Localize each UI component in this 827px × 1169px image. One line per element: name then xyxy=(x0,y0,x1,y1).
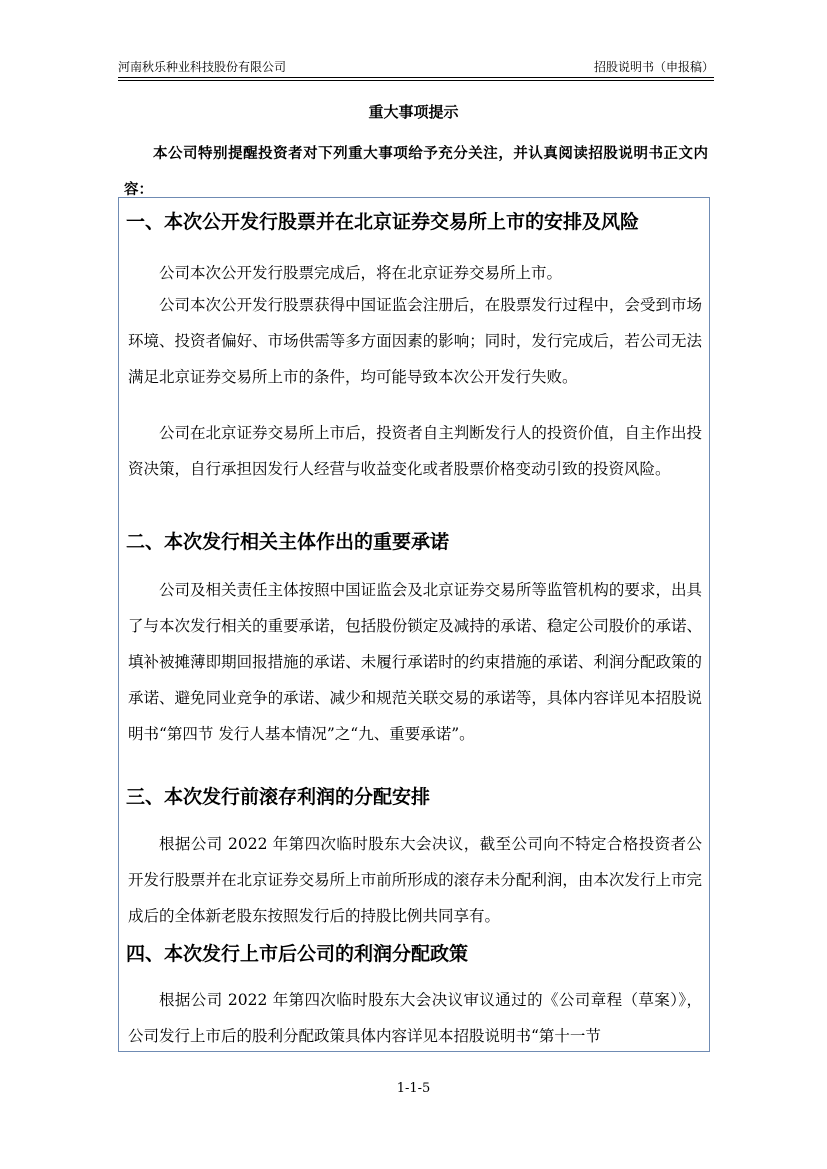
section-1-title: 一、本次公开发行股票并在北京证券交易所上市的安排及风险 xyxy=(126,211,640,233)
page-header xyxy=(118,60,714,78)
section-1-paragraph-2: 公司本次公开发行股票获得中国证监会注册后，在股票发行过程中，会受到市场环境、投资者偏好、市场供需等多方面因素的影响；同时，发行完成后，若公司无法满足北京证券交易所上市的条件，均可能导致本次公开发行失败。 xyxy=(128,296,702,386)
header-double-rule xyxy=(118,80,714,81)
section-1-paragraph-3: 公司在北京证券交易所上市后，投资者自主判断发行人的投资价值，自主作出投资决策，自行承担因发行人经营与收益变化或者股票价格变动引致的投资风险。 xyxy=(128,424,702,478)
section-3-title: 三、本次发行前滚存利润的分配安排 xyxy=(126,786,431,808)
section-3-paragraph-1: 根据公司 2022 年第四次临时股东大会决议，截至公司向不特定合格投资者公开发行股票并在北京证券交易所上市前所形成的滚存未分配利润，由本次发行上市完成后的全体新老股东按照发行后的持股比例共同享有。 xyxy=(128,835,702,925)
header-company-name: 河南秋乐种业科技股份有限公司 xyxy=(118,60,287,74)
notice-intro: 本公司特别提醒投资者对下列重大事项给予充分关注，并认真阅读招股说明书正文内容： xyxy=(124,145,708,198)
page-number: 1-1-5 xyxy=(396,1081,431,1096)
section-2-title: 二、本次发行相关主体作出的重要承诺 xyxy=(126,531,450,553)
notice-box xyxy=(118,197,710,1052)
section-4-paragraph-1: 根据公司 2022 年第四次临时股东大会决议审议通过的《公司章程（草案）》，公司发行上市后的股利分配政策具体内容详见本招股说明书“第十一节 xyxy=(128,991,702,1045)
header-document-type: 招股说明书（申报稿） xyxy=(593,60,714,74)
section-4-title: 四、本次发行上市后公司的利润分配政策 xyxy=(126,943,469,965)
notice-title: 重大事项提示 xyxy=(368,103,459,121)
section-1-paragraph-1: 公司本次公开发行股票完成后，将在北京证券交易所上市。 xyxy=(159,264,563,282)
section-2-paragraph-1: 公司及相关责任主体按照中国证监会及北京证券交易所等监管机构的要求，出具了与本次发行相关的重要承诺，包括股份锁定及减持的承诺、稳定公司股价的承诺、填补被摊薄即期回报措施的承诺、未履行承诺时的约束措施的承诺、利润分配政策的承诺、避免同业竞争的承诺、减少和规范关联交易的承诺等，具体内容详见本招股说明书“第四节 发行人基本情况”之“九、重要承诺”。 xyxy=(128,581,702,743)
